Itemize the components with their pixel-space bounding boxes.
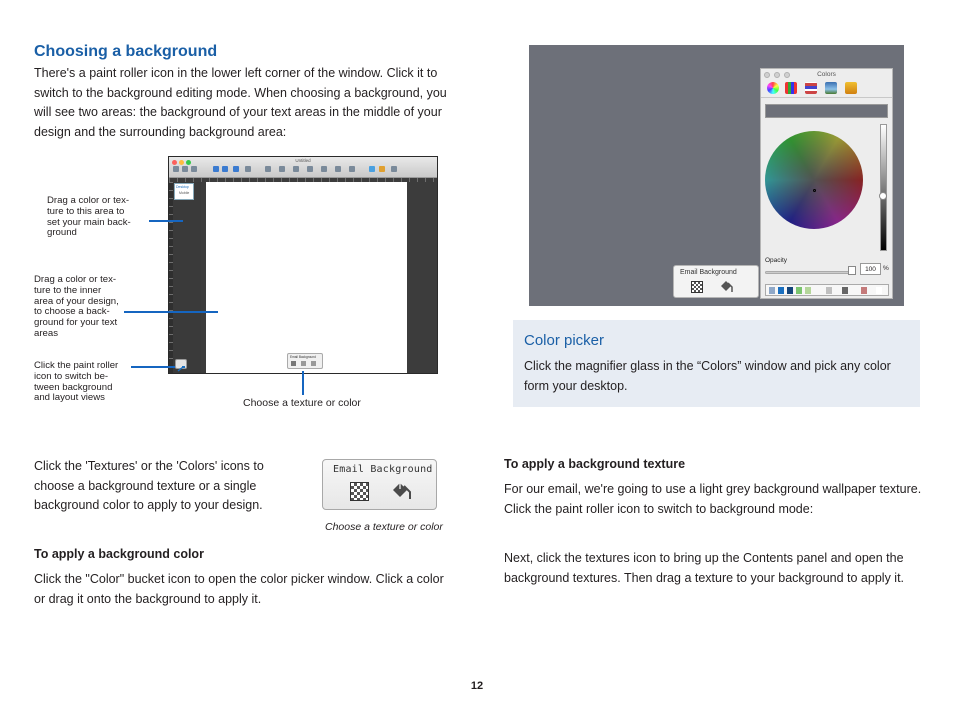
color-bucket-icon[interactable] [718,280,734,294]
wheel-cursor [813,189,816,192]
color-sliders-tab-icon[interactable] [785,82,797,94]
window-titlebar [169,157,437,178]
info-box-title: Color picker [524,332,605,349]
color-palette-strip [765,284,889,296]
opacity-label: Opacity [765,257,788,264]
diagram-caption: Choose a texture or color [243,397,361,409]
toolbar-icon [335,166,341,172]
toolbar-icon [321,166,327,172]
opacity-slider-knob[interactable] [848,266,856,275]
mini-email-background-panel [287,353,323,369]
intro-paragraph: There's a paint roller icon in the lower left corner of the window. Click it to switch to the background editing mode. When choosing a background, you will see two areas: the background of your text areas in the middle of your design and the surrounding background area: [34,66,447,140]
mini-panel-label: Email Background [290,355,316,359]
colors-icon [301,361,306,366]
textures-icon [291,361,296,366]
color-bucket-icon[interactable] [389,480,413,502]
opacity-unit: % [883,265,889,272]
opacity-value-field[interactable]: 100 [860,263,881,275]
toolbar-icon [222,166,228,172]
widget-label: Email Background [680,269,737,276]
colors-icon [311,361,316,366]
bg-texture-heading: To apply a background texture [504,457,686,471]
callout-inner-background: Drag a color or tex- ture to the inner area of your design, to choose a back- ground for your text areas [34,274,119,339]
palette-swatch[interactable] [796,287,802,294]
paint-roller-icon [176,365,186,373]
toolbar-icon [213,166,219,172]
toolbar-icon [391,166,397,172]
brightness-slider-knob[interactable] [879,192,887,200]
editor-window-screenshot [168,156,438,374]
paint-roller-button[interactable] [175,359,187,369]
leader-line [131,366,175,368]
bg-texture-text-2: Next, click the textures icon to bring up the Contents panel and open the background textures. Then drag a texture to your background to apply it. [504,551,905,585]
toolbar-icon [265,166,271,172]
window-title: Untitled [295,158,311,163]
email-background-widget [322,459,437,510]
toolbar-icon [307,166,313,172]
palette-swatch[interactable] [805,287,811,294]
palette-swatch[interactable] [876,287,882,294]
thumb-label: Mobile [179,191,190,195]
leader-line [149,220,183,222]
info-box-text: Click the magnifier glass in the “Colors” window and pick any color form your desktop. [524,359,891,393]
palette-swatch[interactable] [778,287,784,294]
widget-caption: Choose a texture or color [325,521,443,533]
bg-color-text: Click the "Color" bucket icon to open the color picker window. Click a color or drag it onto the background to apply it. [34,572,444,606]
palette-swatch[interactable] [826,287,832,294]
toolbar-icon [369,166,375,172]
toolbar-icon [293,166,299,172]
colors-tab-bar [761,81,892,98]
callout-main-background: Drag a color or tex- ture to this area to set your main back- ground [47,195,131,239]
section-title: Choosing a background [34,43,218,60]
toolbar-icon [182,166,188,172]
bg-color-heading: To apply a background color [34,547,204,561]
palette-swatch[interactable] [769,287,775,294]
widget-label: Email Background [333,464,433,475]
toolbar-icon [173,166,179,172]
textures-icon[interactable] [691,281,703,293]
opacity-slider[interactable] [765,271,855,274]
toolbar-icon [245,166,251,172]
color-wheel-tab-icon[interactable] [767,82,779,94]
toolbar-icon [191,166,197,172]
toolbar-icon [349,166,355,172]
color-wheel[interactable] [765,131,863,229]
palette-swatch[interactable] [861,287,867,294]
color-picker-info-box [513,320,920,407]
textures-colors-paragraph: Click the 'Textures' or the 'Colors' icons to choose a background texture or a single background color to apply to your design. [34,459,264,513]
palette-swatch[interactable] [842,287,848,294]
crayons-tab-icon[interactable] [845,82,857,94]
current-color-swatch[interactable] [765,104,888,118]
textures-icon[interactable] [350,482,369,501]
color-palettes-tab-icon[interactable] [805,82,817,94]
page-number: 12 [470,680,484,692]
image-palettes-tab-icon[interactable] [825,82,837,94]
callout-paint-roller: Click the paint roller icon to switch be- tween background and layout views [34,360,119,404]
toolbar-icon [279,166,285,172]
outer-background-area [407,182,438,374]
email-background-widget-small [673,265,759,298]
colors-window [760,68,893,299]
thumb-label: Desktop [176,185,189,189]
palette-swatch[interactable] [787,287,793,294]
toolbar-icon [233,166,239,172]
bg-texture-text-1: For our email, we're going to use a light grey background wallpaper texture. Click the paint roller icon to switch to background mode: [504,482,922,516]
leader-line [302,371,304,395]
layout-side-panel [173,182,201,374]
layout-thumbnail [174,183,194,200]
toolbar-icon [379,166,385,172]
colors-window-title: Colors [817,71,836,78]
leader-line [124,311,218,313]
brightness-slider[interactable] [880,124,887,251]
design-canvas [206,182,407,374]
